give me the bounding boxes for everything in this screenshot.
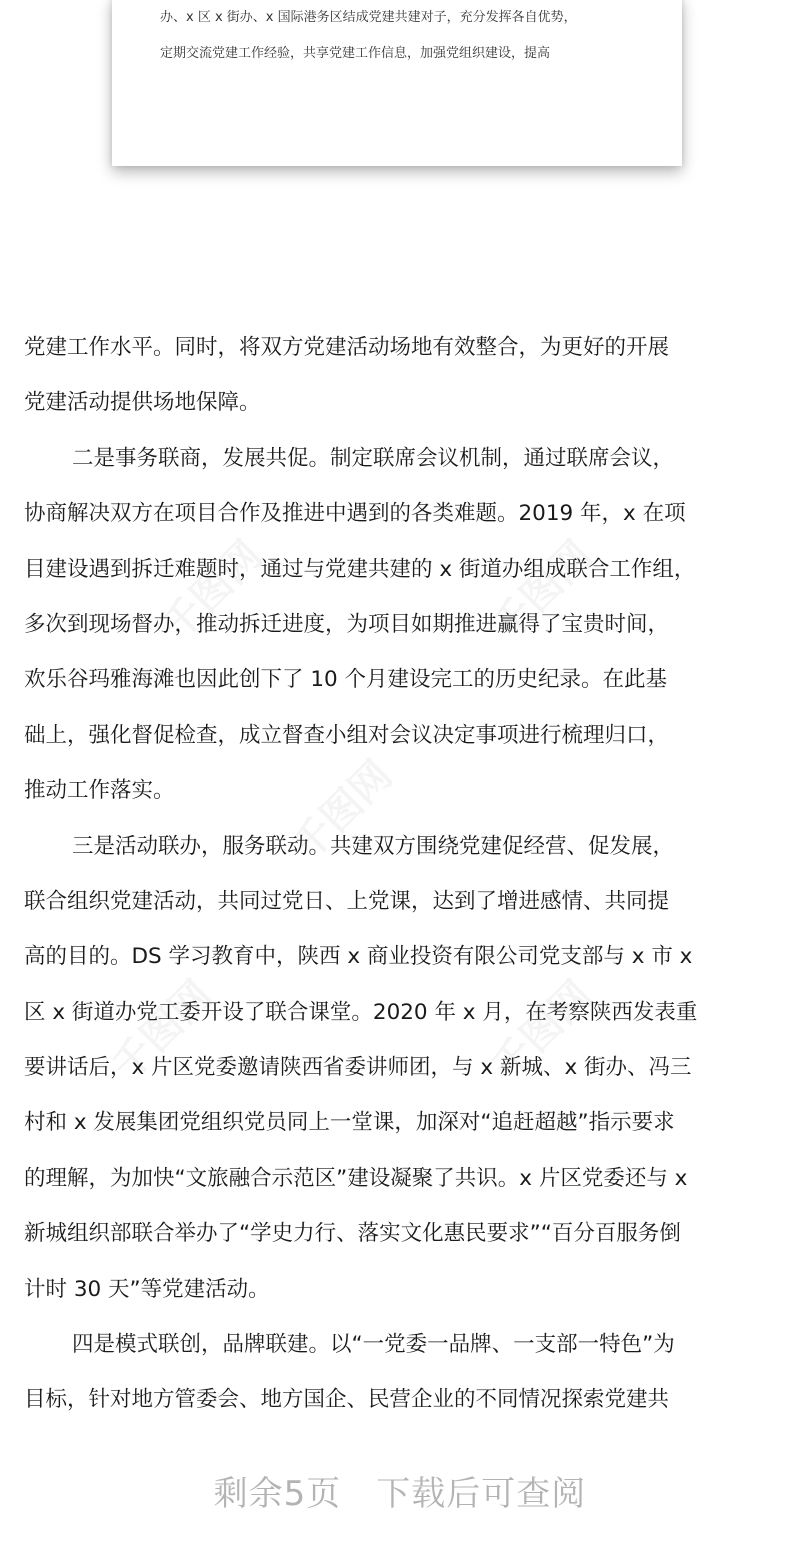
body-line: 高的目的。DS 学习教育中，陕西 x 商业投资有限公司党支部与 x 市 x — [24, 944, 693, 970]
body-line: 村和 x 发展集团党组织党员同上一堂课，加深对“追赶超越”指示要求 — [24, 1110, 675, 1136]
body-line: 目建设遇到拆迁难题时，通过与党建共建的 x 街道办组成联合工作组， — [24, 556, 696, 582]
body-line: 党建活动提供场地保障。 — [24, 390, 261, 416]
document-preview-card — [112, 0, 682, 166]
body-line: 的理解，为加快“文旅融合示范区”建设凝聚了共识。x 片区党委还与 x — [24, 1165, 688, 1191]
body-line: 推动工作落实。 — [24, 778, 175, 804]
body-line: 联合组织党建活动，共同过党日、上党课，达到了增进感情、共同提 — [24, 888, 670, 914]
body-line: 欢乐谷玛雅海滩也因此创下了 10 个月建设完工的历史纪录。在此基 — [24, 667, 668, 693]
preview-line: 定期交流党建工作经验，共享党建工作信息，加强党组织建设，提高 — [160, 46, 551, 61]
document-body — [24, 320, 776, 1428]
remaining-pages-notice[interactable]: 剩余5页 下载后可查阅 — [213, 1474, 587, 1514]
body-line: 协商解决双方在项目合作及推进中遇到的各类难题。2019 年，x 在项 — [24, 501, 686, 527]
body-line: 四是模式联创，品牌联建。以“一党委一品牌、一支部一特色”为 — [72, 1332, 675, 1358]
body-line: 二是事务联商，发展共促。制定联席会议机制，通过联席会议， — [72, 445, 675, 471]
body-line: 多次到现场督办，推动拆迁进度，为项目如期推进赢得了宝贵时间， — [24, 611, 670, 637]
preview-line: 办、x 区 x 街办、x 国际港务区结成党建共建对子，充分发挥各自优势， — [160, 10, 577, 25]
body-line: 区 x 街道办党工委开设了联合课堂。2020 年 x 月，在考察陕西发表重 — [24, 999, 698, 1025]
body-line: 计时 30 天”等党建活动。 — [24, 1276, 270, 1302]
body-line: 三是活动联办，服务联动。共建双方围绕党建促经营、促发展， — [72, 833, 675, 859]
body-line: 新城组织部联合举办了“学史力行、落实文化惠民要求”“百分百服务倒 — [24, 1221, 681, 1247]
body-line: 础上，强化督促检查，成立督查小组对会议决定事项进行梳理归口， — [24, 722, 670, 748]
body-line: 目标，针对地方管委会、地方国企、民营企业的不同情况探索党建共 — [24, 1387, 670, 1413]
body-line: 要讲话后，x 片区党委邀请陕西省委讲师团，与 x 新城、x 街办、冯三 — [24, 1055, 692, 1081]
body-line: 党建工作水平。同时，将双方党建活动场地有效整合，为更好的开展 — [24, 335, 670, 360]
